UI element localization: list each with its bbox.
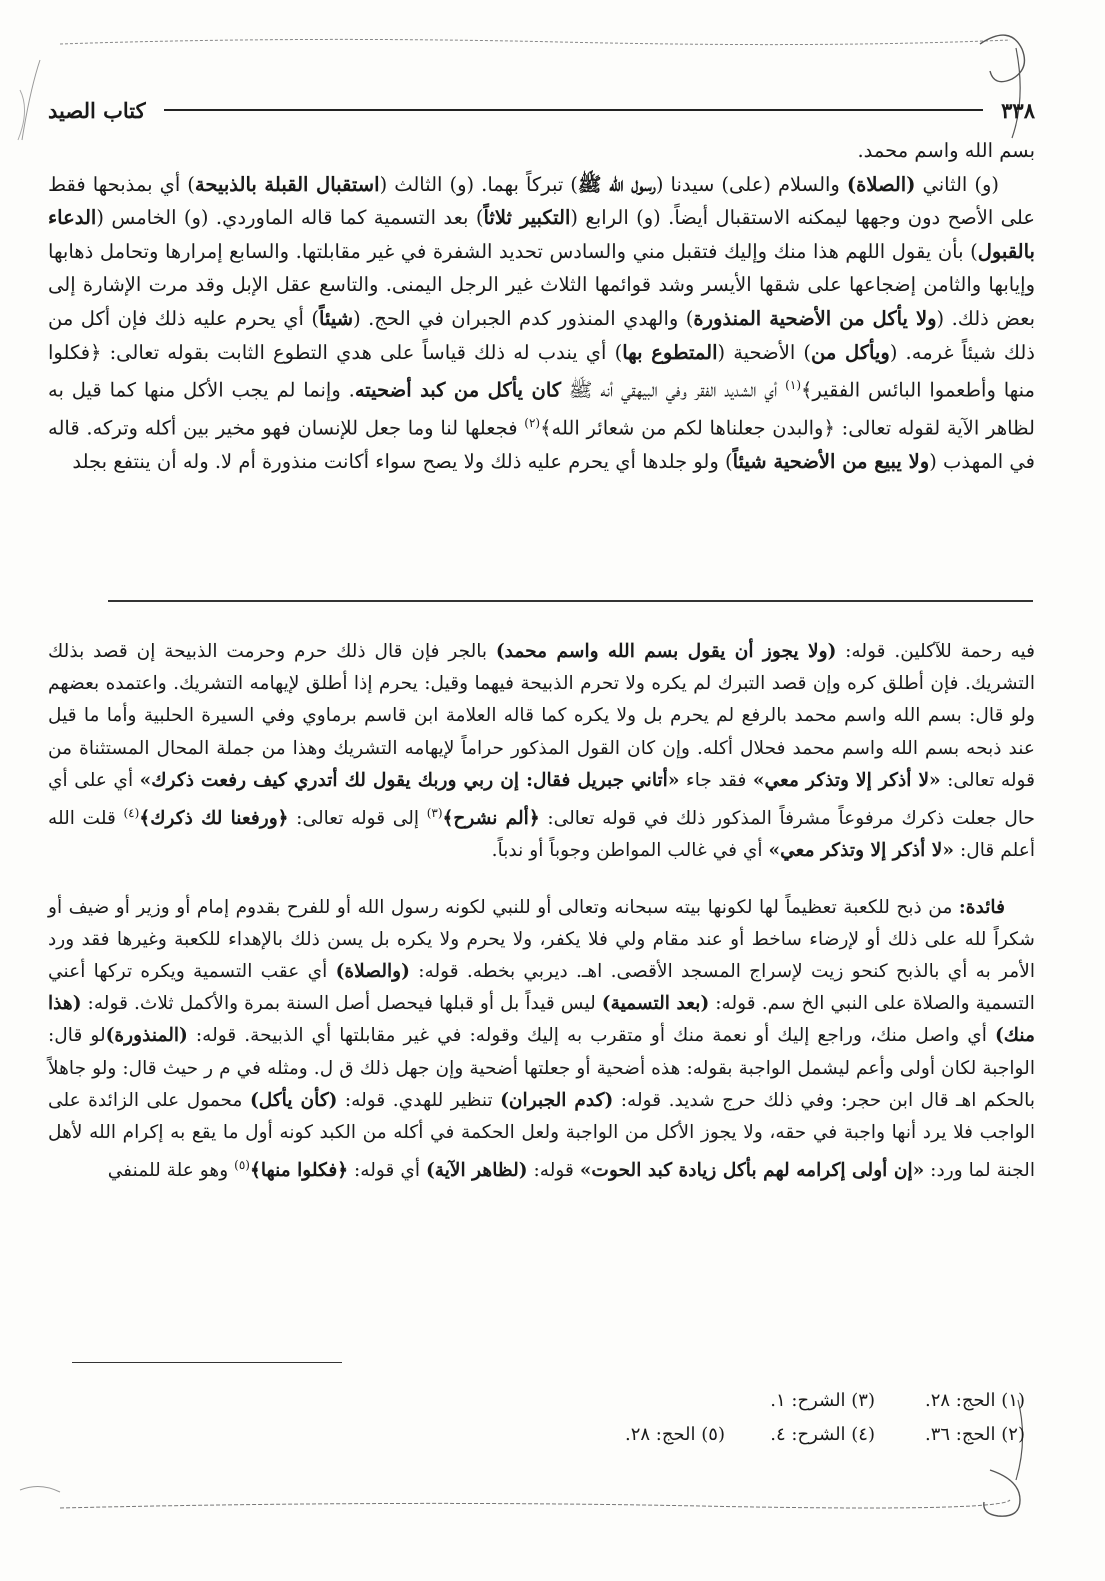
commentary (48, 636, 1035, 1188)
footnote-row (400, 1418, 1025, 1452)
footnote: (٤) الشرح: ٤. (770, 1424, 875, 1445)
commentary-paragraph: فائدة: من ذبح للكعبة تعظيماً لها لكونها بيته سبحانه وتعالى أو للنبي لكونه رسول الله أو للفرح بقدوم إمام أو وزير أو ضيف أو شكراً لله على ذلك أو لإرضاء ساخط أو عند مقام ولي فلا يكفر، ولا يحرم ولا يكره بل يسن ذلك بالإهداء للكعبة وغيرها فقد ورد الأمر به أي بالذبح كنحو زيت لإسراج المسجد الأقصى. اهـ. ديربي بخطه. قوله: (والصلاة) أي عقب التسمية ويكره تركها أعني التسمية والصلاة على النبي الخ سم. قوله: (بعد التسمية) ليس قيداً بل أو قبلها فيحصل أصل السنة بمرة والأكمل ثلاث. قوله: (هذا منك) أي واصل منك، وراجع إليك أو نعمة منك أو متقرب به إليك وقوله: في غير مقابلتها أي الذبيحة. قوله: (المنذورة)لو قال: الواجبة لكان أولى وأعم ليشمل الواجبة بقوله: هذه أضحية أو جعلتها أضحية وإن جهل ذلك ق ل. ومثله في م ر حيث قال: ولو جاهلاً بالحكم اهـ قال ابن حجر: وفي ذلك حرج شديد. قوله: (كدم الجبران) تنظير للهدي. قوله: (كأن يأكل) محمول على الزائدة على الواجب فلا يرد أنها واجبة في حقه، ولا يجوز الأكل من الواجبة ولعل الحكمة في أكله من الكبد كونه أول ما يقع به إكرام الله لأهل الجنة لما ورد: «إن أولى إكرامه لهم بأكل زيادة كبد الحوت» قوله: (لظاهر الآية) أي قوله: ﴿فكلوا منها﴾$^{(٥)}$ وهو علة للمنفي (48, 896, 1036, 1182)
footnote: (٢) الحج: ٣٦. (924, 1424, 1025, 1445)
footnote-ref: (٣) (426, 806, 443, 821)
footnote: (٣) الشرح: ١. (770, 1390, 875, 1411)
footnote-ref: (١) (785, 378, 801, 393)
main-text (48, 134, 1035, 479)
running-title: كتاب الصيد (48, 97, 146, 123)
footnote-ref: (٤) (123, 806, 140, 821)
page-header (48, 92, 1035, 128)
main-separator-rule (108, 600, 1033, 602)
footnote: (١) الحج: ٢٨. (924, 1390, 1025, 1411)
footnote-ref: (٢) (524, 416, 541, 431)
commentary-paragraph: فيه رحمة للآكلين. قوله: (ولا يجوز أن يقول بسم الله واسم محمد) بالجر فإن قال ذلك حرم وحرمت الذبيحة إن قصد بذلك التشريك. فإن أطلق كره وإن قصد التبرك لم يكره ولا تحرم الذبيحة فيهما وقيل: يحرم إذا أطلق لإيهامه التشريك. واعتمده بعضهم ولو قال: بسم الله واسم محمد بالرفع لم يحرم بل ولا يكره كما قاله العلامة ابن قاسم برماوي وفي السيرة الحلبية وأما ما قيل عند ذبحه بسم الله واسم محمد فحلال أكله. وإن كان القول المذكور حراماً لإيهامه التشريك وهذا من جملة المحال المستثناة من قوله تعالى: «لا أذكر إلا وتذكر معي» فقد جاء «أتاني جبريل فقال: إن ربي وربك يقول لك أتدري كيف رفعت ذكرك» أي على أي حال جعلت ذكرك مرفوعاً مشرفاً المذكور ذلك في قوله تعالى: ﴿ألم نشرح﴾$^{(٣)}$ إلى قوله تعالى: ﴿ورفعنا لك ذكرك﴾$^{(٤)}$ قلت الله أعلم قال: «لا أذكر إلا وتذكر معي» أي في غالب المواطن وجوباً أو ندباً. (48, 641, 1036, 862)
footnote-separator-rule (72, 1362, 342, 1363)
main-paragraph: (و) الثاني (الصلاة) والسلام (على) سيدنا (رسول الله ﷺ) تبركاً بهما. (و) الثالث (استقبال القبلة بالذبيحة) أي بمذبحها فقط على الأصح دون وجهها ليمكنه الاستقبال أيضاً. (و) الرابع (التكبير ثلاثاً) بعد التسمية كما قاله الماوردي. (و) الخامس (الدعاء بالقبول) بأن يقول اللهم هذا منك وإليك فتقبل مني والسادس تحديد الشفرة في غير مقابلتها. والسابع إمرارها وتحامل ذهابها وإيابها والثامن إضجاعها على شقها الأيسر وشد قوائمها الثلاث غير الرجل اليمنى. والتاسع عقل الإبل وقد مرت الإشارة إلى بعض ذلك. (ولا يأكل من الأضحية المنذورة) والهدي المنذور كدم الجبران في الحج. (شيئاً) أي يحرم عليه ذلك فإن أكل من ذلك شيئاً غرمه. (ويأكل من) الأضحية (المتطوع بها) أي يندب له ذلك قياساً على هدي التطوع الثابت بقوله تعالى: ﴿فكلوا منها وأطعموا البائس الفقير﴾$^{(١)}$ أي الشديد الفقر وفي البيهقي أنه ﷺ كان يأكل من كبد أضحيته. وإنما لم يجب الأكل منها كما قيل به لظاهر الآية لقوله تعالى: ﴿والبدن جعلناها لكم من شعائر الله﴾$^{(٢)}$ فجعلها لنا وما جعل للإنسان فهو مخير بين أكله وتركه. قاله في المهذب (ولا يبيع من الأضحية شيئاً) ولو جلدها أي يحرم عليه ذلك ولا يصح سواء أكانت منذورة أم لا. وله أن ينتفع بجلد (48, 172, 1035, 474)
page-number: ٣٣٨ (1001, 97, 1035, 123)
footnotes (400, 1384, 1025, 1452)
footnote-ref: (٥) (234, 1158, 250, 1173)
footnote: (٥) الحج: ٢٨. (624, 1424, 725, 1445)
opening-line: بسم الله واسم محمد. (857, 139, 1035, 162)
footnote-row (400, 1384, 1025, 1418)
header-rule (164, 109, 984, 111)
